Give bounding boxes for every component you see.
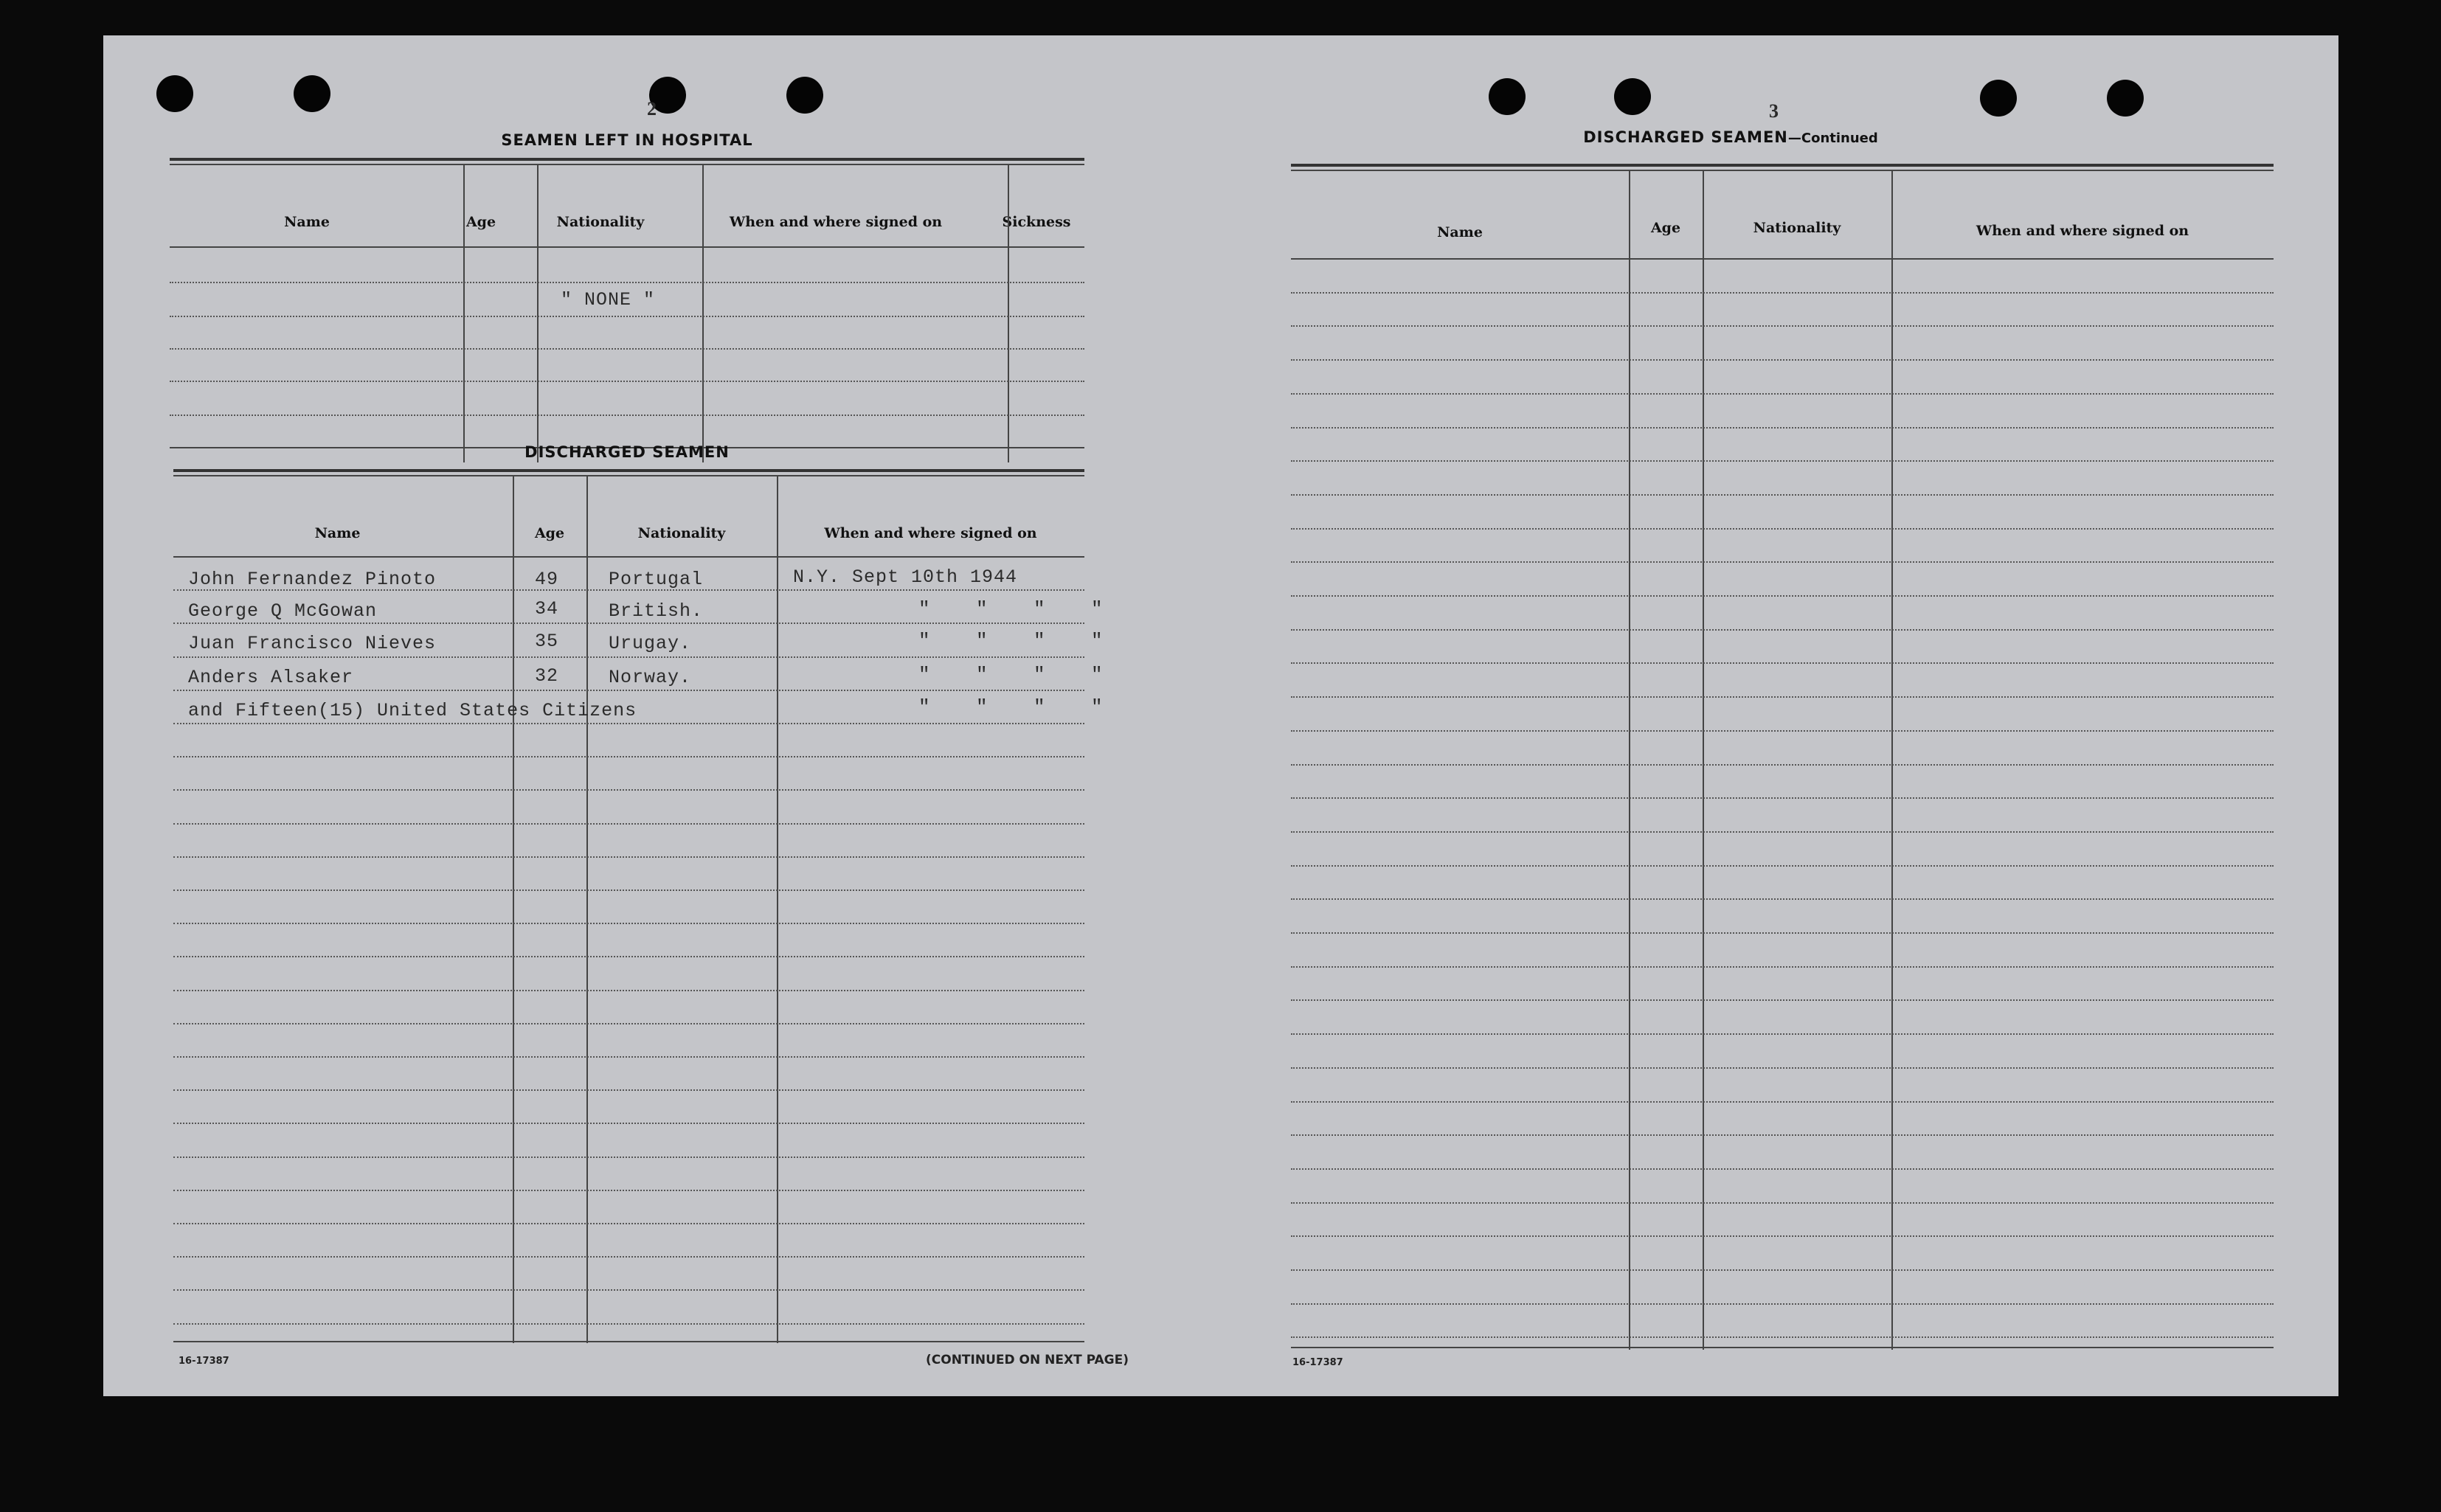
discharged-continued-title xyxy=(1291,128,2170,146)
document-sheet xyxy=(103,35,2338,1396)
column-header-nationality: Nationality xyxy=(1753,220,1841,236)
table-rule xyxy=(173,1289,1084,1291)
table-rule xyxy=(1291,1336,2274,1338)
seaman-age: 34 xyxy=(535,598,559,620)
seaman-nationality: Norway. xyxy=(609,667,692,688)
title-suffix: —Continued xyxy=(1787,131,1878,146)
seaman-name: George Q McGowan xyxy=(188,600,378,622)
table-rule xyxy=(1291,494,2274,496)
seaman-nationality: British. xyxy=(609,600,704,622)
table-rule xyxy=(1291,1269,2274,1271)
column-divider xyxy=(702,164,704,462)
table-rule xyxy=(173,756,1084,757)
discharged-continued-table xyxy=(1291,171,2274,1350)
column-divider xyxy=(1629,171,1630,1350)
punch-hole xyxy=(2107,80,2144,117)
table-rule xyxy=(173,1256,1084,1258)
column-divider xyxy=(1891,171,1893,1350)
seaman-name: Juan Francisco Nieves xyxy=(188,633,437,654)
table-rule xyxy=(170,381,1084,382)
table-rule xyxy=(1291,393,2274,395)
punch-hole xyxy=(294,75,330,112)
column-header-age: Age xyxy=(1650,220,1681,236)
column-divider xyxy=(1008,164,1009,462)
section-rule xyxy=(173,469,1084,472)
table-rule xyxy=(1291,1202,2274,1204)
table-rule xyxy=(1291,1347,2274,1348)
table-rule xyxy=(173,623,1084,624)
table-rule xyxy=(173,656,1084,658)
table-rule xyxy=(173,1156,1084,1158)
table-rule xyxy=(173,789,1084,791)
column-header-age: Age xyxy=(465,214,496,230)
table-rule xyxy=(1291,325,2274,327)
column-divider xyxy=(463,164,465,462)
column-header-nationality: Nationality xyxy=(637,525,726,541)
table-rule xyxy=(173,1341,1084,1342)
table-rule xyxy=(1291,1101,2274,1103)
table-rule xyxy=(173,556,1084,558)
table-rule xyxy=(170,246,1084,248)
table-rule xyxy=(173,1023,1084,1024)
table-rule xyxy=(1291,662,2274,664)
table-rule xyxy=(173,1056,1084,1058)
column-header-signed-on: When and where signed on xyxy=(824,525,1037,541)
table-rule xyxy=(1291,831,2274,833)
seaman-age: 49 xyxy=(535,569,559,590)
table-rule xyxy=(1291,696,2274,698)
page-number-left: 2 xyxy=(647,98,657,119)
column-divider xyxy=(586,476,588,1343)
seaman-signed-on: " " " " xyxy=(918,664,1103,686)
table-rule xyxy=(1291,460,2274,462)
table-rule xyxy=(1291,1168,2274,1170)
table-rule xyxy=(1291,427,2274,429)
seaman-nationality: Portugal xyxy=(609,569,704,590)
table-rule xyxy=(1291,932,2274,934)
section-rule xyxy=(1291,164,2274,167)
form-number-left: 16-17387 xyxy=(179,1356,229,1367)
title-text: DISCHARGED SEAMEN xyxy=(1583,128,1788,146)
table-rule xyxy=(173,956,1084,957)
table-rule xyxy=(170,282,1084,283)
table-rule xyxy=(173,856,1084,858)
column-header-name: Name xyxy=(1437,224,1483,240)
column-header-age: Age xyxy=(534,525,565,541)
seaman-signed-on: " " " " xyxy=(918,630,1103,652)
table-rule xyxy=(173,923,1084,924)
table-rule xyxy=(1291,966,2274,968)
page-number-right: 3 xyxy=(1769,100,1779,122)
seaman-name: and Fifteen(15) United States Citizens xyxy=(188,700,637,721)
table-rule xyxy=(1291,359,2274,361)
table-rule xyxy=(1291,1067,2274,1069)
punch-hole xyxy=(1980,80,2017,117)
table-rule xyxy=(1291,898,2274,900)
seaman-name: John Fernandez Pinoto xyxy=(188,569,437,590)
table-rule xyxy=(170,415,1084,416)
seaman-age: 35 xyxy=(535,631,559,652)
hospital-entry: " NONE " xyxy=(561,289,656,311)
seaman-signed-on: " " " " xyxy=(918,598,1103,620)
table-rule xyxy=(170,348,1084,350)
column-divider xyxy=(537,164,539,462)
table-rule xyxy=(170,316,1084,317)
column-header-name: Name xyxy=(284,214,330,230)
hospital-section-title: SEAMEN LEFT IN HOSPITAL xyxy=(501,131,753,149)
column-divider xyxy=(777,476,778,1343)
punch-hole xyxy=(1614,78,1651,115)
table-rule xyxy=(173,690,1084,691)
table-rule xyxy=(173,1223,1084,1224)
table-rule xyxy=(173,723,1084,724)
table-rule xyxy=(1291,865,2274,867)
seaman-nationality: Urugay. xyxy=(609,633,692,654)
column-header-name: Name xyxy=(314,525,361,541)
table-rule xyxy=(173,1089,1084,1091)
table-rule xyxy=(173,990,1084,991)
hospital-table xyxy=(170,164,1084,462)
discharged-section-title: DISCHARGED SEAMEN xyxy=(524,443,730,461)
table-rule xyxy=(1291,730,2274,732)
table-rule xyxy=(1291,629,2274,631)
table-rule xyxy=(173,1123,1084,1124)
table-rule xyxy=(1291,1134,2274,1136)
table-rule xyxy=(173,1190,1084,1191)
table-rule xyxy=(1291,258,2274,260)
section-rule xyxy=(170,158,1084,161)
seaman-name: Anders Alsaker xyxy=(188,667,354,688)
seaman-signed-on: N.Y. Sept 10th 1944 xyxy=(793,566,1018,588)
table-rule xyxy=(173,823,1084,825)
table-rule xyxy=(173,889,1084,891)
punch-hole xyxy=(156,75,193,112)
table-rule xyxy=(1291,1033,2274,1035)
table-rule xyxy=(1291,292,2274,294)
table-rule xyxy=(1291,1303,2274,1305)
column-header-signed-on: When and where signed on xyxy=(1976,223,2189,239)
table-rule xyxy=(1291,595,2274,597)
column-header-sickness: Sickness xyxy=(1002,214,1071,230)
column-header-nationality: Nationality xyxy=(556,214,645,230)
table-rule xyxy=(1291,561,2274,563)
form-number-right: 16-17387 xyxy=(1292,1357,1343,1368)
table-rule xyxy=(1291,999,2274,1001)
table-rule xyxy=(1291,764,2274,766)
table-rule xyxy=(173,1323,1084,1325)
continued-note: (CONTINUED ON NEXT PAGE) xyxy=(926,1353,1129,1367)
discharged-table xyxy=(173,476,1103,1343)
table-rule xyxy=(1291,797,2274,799)
seaman-signed-on: " " " " xyxy=(918,696,1103,718)
column-divider xyxy=(513,476,514,1343)
column-header-signed-on: When and where signed on xyxy=(729,214,943,230)
seaman-age: 32 xyxy=(535,665,559,687)
punch-hole xyxy=(786,77,823,114)
punch-hole xyxy=(1489,78,1526,115)
table-rule xyxy=(1291,1235,2274,1237)
table-rule xyxy=(1291,528,2274,530)
column-divider xyxy=(1703,171,1704,1350)
